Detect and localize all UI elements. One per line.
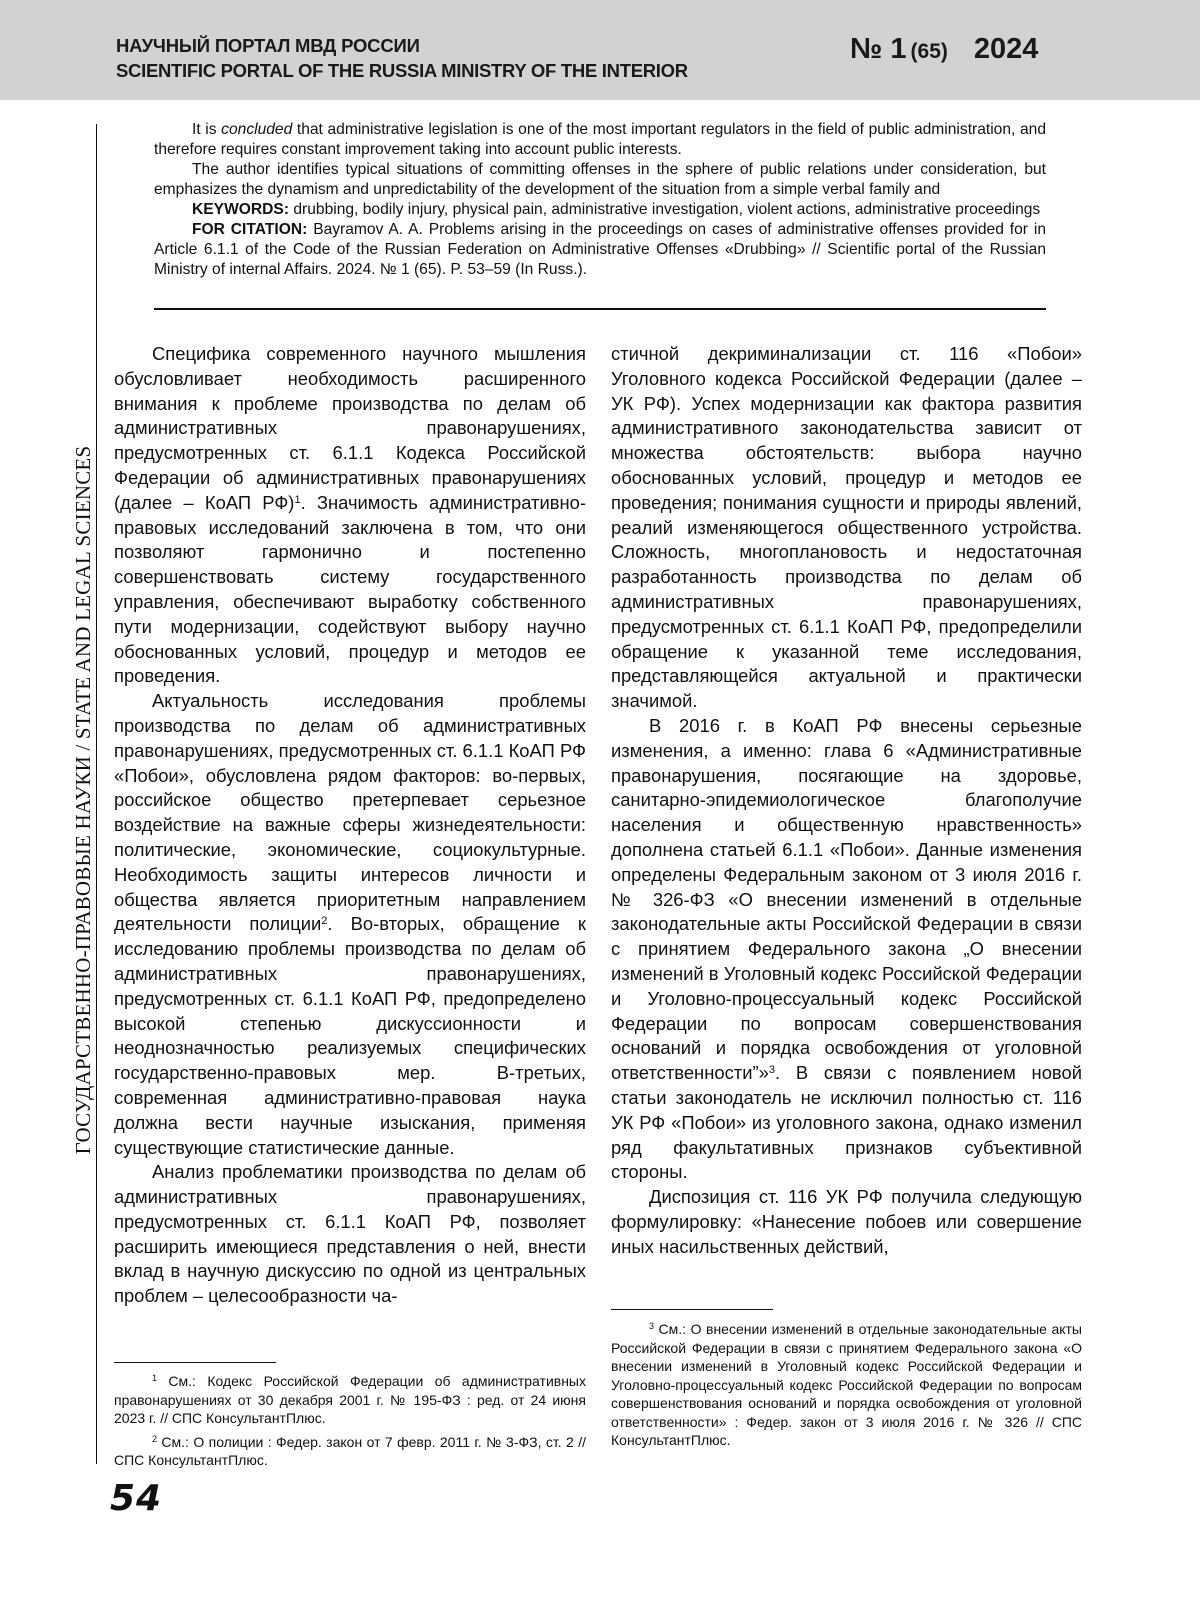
- issue-number: № 1: [850, 33, 907, 65]
- journal-header: [0, 0, 1200, 100]
- footnote-2: $^2$ См.: О полиции : Федер. закон от 7 февр. 2011 г. № 3-ФЗ, ст. 2 // СПС КонсультантПлюс.: [114, 1433, 586, 1468]
- footnotes-left: [114, 1372, 586, 1470]
- abstract-situations: The author identifies typical situations of committing offenses in the sphere of public relations under consideration, but emphasizes the dynamism and unpredictability of the development of the situation from a simple verbal family and: [154, 161, 1046, 198]
- issue-sequence: (65): [910, 40, 948, 63]
- journal-title-ru: НАУЧНЫЙ ПОРТАЛ МВД РОССИИ: [116, 35, 420, 56]
- body-column-left: [114, 342, 586, 1309]
- issue-year: 2024: [973, 33, 1039, 65]
- page-number: 54: [110, 1478, 163, 1519]
- footnotes-right: [611, 1320, 1082, 1450]
- abstract-divider: [154, 308, 1046, 310]
- journal-title-en: SCIENTIFIC PORTAL OF THE RUSSIA MINISTRY OF THE INTERIOR: [116, 60, 688, 81]
- keywords-text: drubbing, bodily injury, physical pain, administrative investigation, violent actions, administrative proceedings: [289, 201, 1041, 218]
- paragraph: Специфика современного научного мышления обусловливает необходимость расширенного внимания к проблеме производства по делам об административных правонарушениях, предусмотренных ст. 6.1.1 Кодекса Российской Федерации об административных правонарушениях (далее – КоАП РФ)$^1$. Значимость административно-правовых исследований заключена в том, что они позволяют гармонично и постепенно совершенствовать систему государственного управления, обеспечивают выработку собственного пути модернизации, содействуют выбору научно обоснованных условий, процедур и методов ее проведения.: [114, 343, 586, 687]
- issue-info: [850, 33, 1038, 66]
- keywords-label: KEYWORDS:: [192, 201, 290, 218]
- paragraph: В 2016 г. в КоАП РФ внесены серьезные изменения, а именно: глава 6 «Административные правонарушения, посягающие на здоровье, санитарно-эпидемиологическое благополучие населения и общественную нравственность» дополнена статьей 6.1.1 «Побои». Данные изменения определены Федеральным законом от 3 июля 2016 г. № 326-ФЗ «О внесении изменений в отдельные законодательные акты Российской Федерации в связи с принятием Федерального закона „О внесении изменений в Уголовный кодекс Российской Федерации и Уголовно-процессуальный кодекс Российской Федерации по вопросам совершенствования оснований и порядка освобождения от уголовной ответственности”»$^3$. В связи с появлением новой статьи законодатель не исключил полностью ст. 116 УК РФ «Побои» из уголовного закона, однако изменил ряд факультативных признаков субъективной стороны.: [611, 714, 1082, 1183]
- footnote-ref: 2: [321, 915, 328, 928]
- citation-text: Bayramov A. A. Problems arising in the proceedings on cases of administrative offenses provided for in Article 6.1.1 of the Code of the Russian Federation on Administrative Offenses «Drubbing» // Scientific portal of the Russian Ministry of internal Affairs. 2024. № 1 (65). P. 53–59 (In Russ.).: [154, 221, 1046, 278]
- body-column-right: [611, 342, 1082, 1259]
- paragraph: Анализ проблематики производства по делам об административных правонарушениях, предусмотренных ст. 6.1.1 КоАП РФ, позволяет расширить имеющиеся представления о ней, внести вклад в научную дискуссию по одной из центральных проблем – целесообразности ча-: [114, 1161, 586, 1307]
- paragraph: стичной декриминализации ст. 116 «Побои» Уголовного кодекса Российской Федерации (далее – УК РФ). Успех модернизации как фактора развития административного законодательства зависит от множества обстоятельств: выбора научно обоснованных условий, процедур и методов ее проведения; понимания сущности и природы явлений, реалий изменяющегося общественного устройства. Сложность, многоплановость и недостаточная разработанность производства по делам об административных правонарушениях, предусмотренных ст. 6.1.1 КоАП РФ, предопределили обращение к указанной теме исследования, представляющейся актуальной и практически значимой.: [611, 343, 1082, 712]
- abstract-citation: [154, 220, 1046, 280]
- abstract-block: [154, 120, 1046, 280]
- abstract-conclusion: It is concluded that administrative legislation is one of the most important regulators in the field of public administration, and therefore requires constant improvement taking into account public interests.: [154, 121, 1046, 158]
- abstract-keywords: [154, 200, 1046, 220]
- footnote-divider-left: [114, 1362, 276, 1363]
- section-title-vertical: ГОСУДАРСТВЕННО-ПРАВОВЫЕ НАУКИ / STATE AND LEGAL SCIENCES: [71, 445, 95, 1155]
- citation-label: FOR CITATION:: [192, 221, 308, 238]
- paragraph: Диспозиция ст. 116 УК РФ получила следующую формулировку: «Нанесение побоев или совершение иных насильственных действий,: [611, 1186, 1082, 1257]
- footnote-1: $^1$ См.: Кодекс Российской Федерации об административных правонарушениях от 30 декабря 2001 г. № 195-ФЗ : ред. от 24 июня 2023 г. // СПС КонсультантПлюс.: [114, 1373, 586, 1426]
- paragraph: Актуальность исследования проблемы производства по делам об административных правонарушениях, предусмотренных ст. 6.1.1 КоАП РФ «Побои», обусловлена рядом факторов: во-первых, российское общество претерпевает серьезное воздействие на важные сферы жизнедеятельности: политические, экономические, социокультурные. Необходимость защиты интересов личности и общества является приоритетным направлением деятельности полиции$^2$. Во-вторых, обращение к исследованию проблемы производства по делам об административных правонарушениях, предусмотренных ст. 6.1.1 КоАП РФ, предопределено высокой степенью дискуссионности и неоднозначностью реализуемых специфических государственно-правовых мер. В-третьих, современная административно-правовая наука должна вести научные изыскания, применяя существующие статистические данные.: [114, 690, 586, 1158]
- footnote-3: $^3$ См.: О внесении изменений в отдельные законодательные акты Российской Федерации в связи с принятием Федерального закона «О внесении изменений в Уголовный кодекс Российской Федерации и Уголовно-процессуальный кодекс Российской Федерации по вопросам совершенствования оснований и порядка освобождения от уголовной ответственности» : Федер. закон от 3 июля 2016 г. № 326 // СПС КонсультантПлюс.: [611, 1321, 1082, 1448]
- footnote-divider-right: [611, 1309, 773, 1310]
- footnote-ref: 1: [294, 493, 301, 506]
- footnote-ref: 3: [768, 1064, 775, 1077]
